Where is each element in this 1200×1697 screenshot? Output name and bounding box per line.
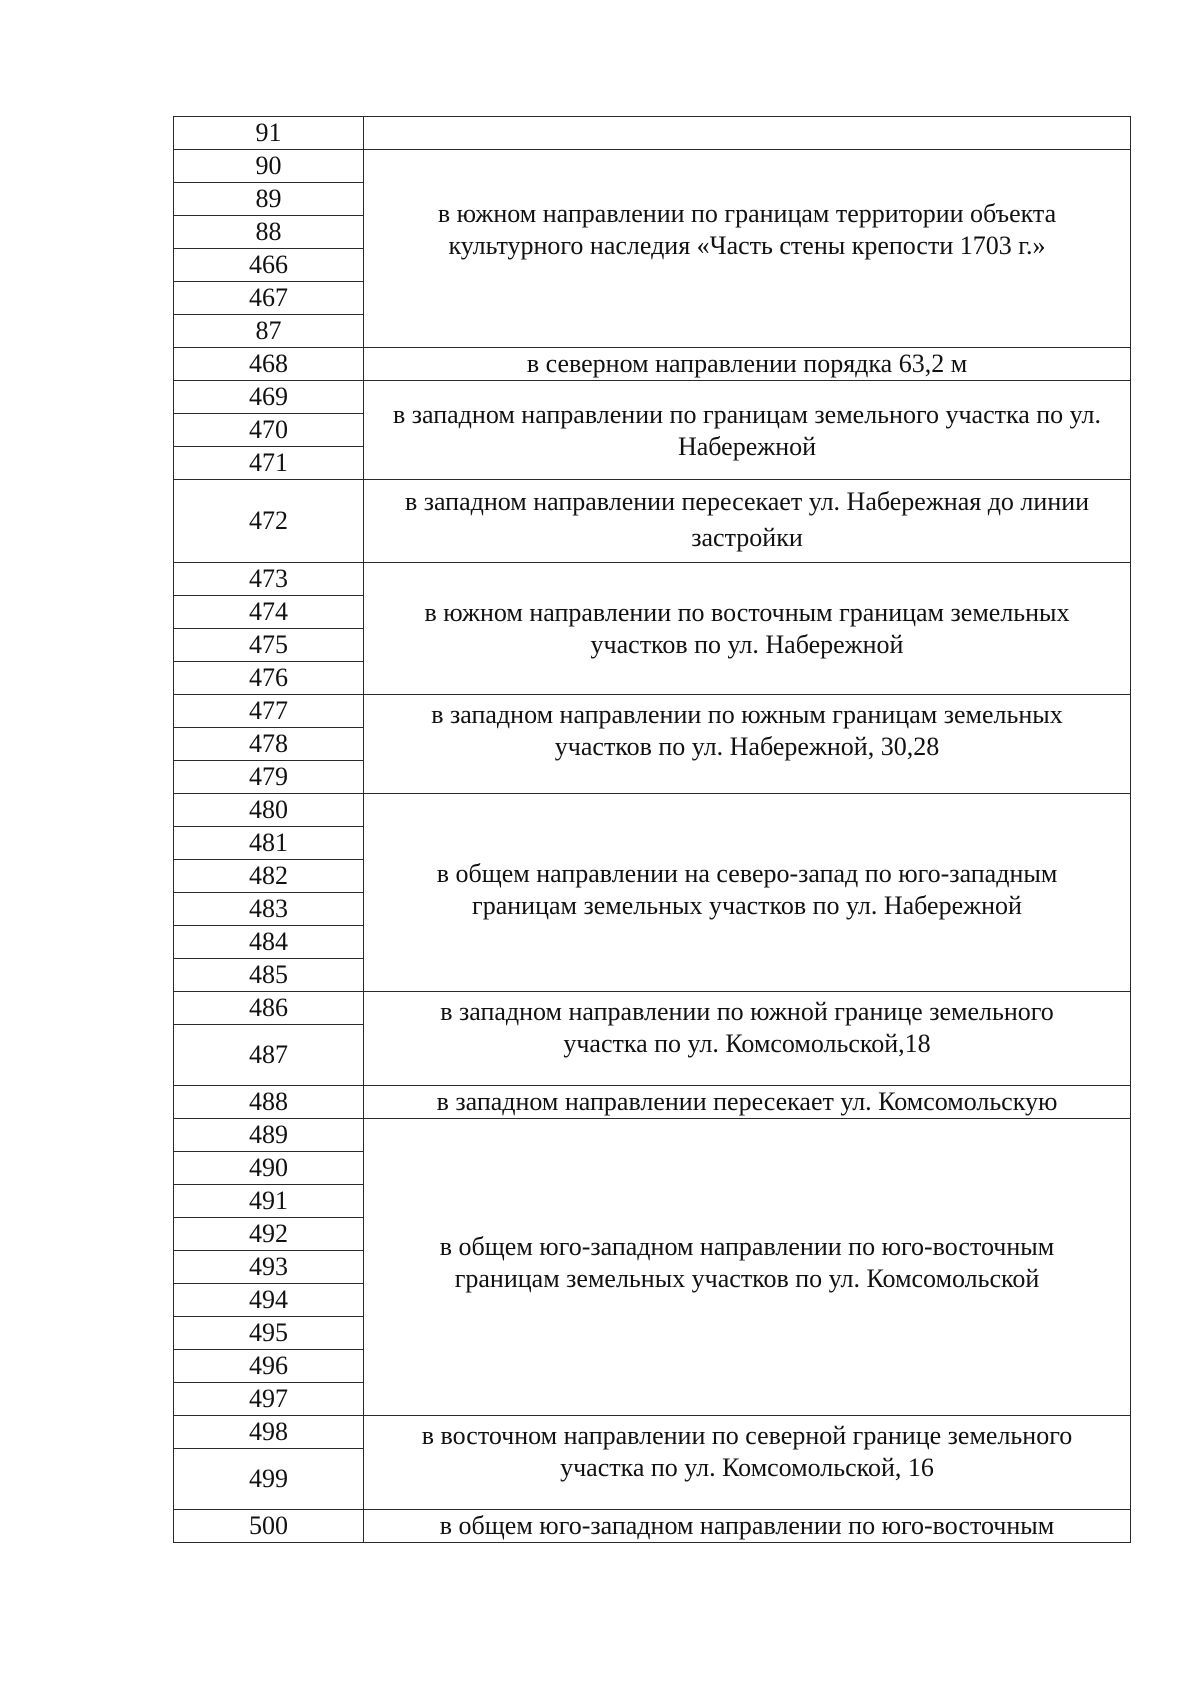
point-number: 471 (174, 447, 364, 480)
point-number: 497 (174, 1383, 364, 1416)
point-number: 87 (174, 315, 364, 348)
point-number: 499 (174, 1449, 364, 1510)
direction-description: в восточном направлении по северной границе земельного участка по ул. Комсомольской, 16 (364, 1416, 1131, 1510)
table-row (174, 1510, 1131, 1543)
table-row (174, 480, 1131, 563)
point-number: 470 (174, 414, 364, 447)
point-number: 475 (174, 629, 364, 662)
table-row (174, 348, 1131, 381)
point-number: 474 (174, 596, 364, 629)
table-row (174, 695, 1131, 728)
point-number: 489 (174, 1119, 364, 1152)
table-row (174, 992, 1131, 1025)
table-row (174, 381, 1131, 414)
point-number: 473 (174, 563, 364, 596)
point-number: 494 (174, 1284, 364, 1317)
point-number: 492 (174, 1218, 364, 1251)
point-number: 498 (174, 1416, 364, 1449)
point-number: 472 (174, 480, 364, 563)
direction-description: в южном направлении по восточным границам земельных участков по ул. Набережной (364, 563, 1131, 695)
point-number: 90 (174, 150, 364, 183)
direction-description: в западном направлении по южной границе земельного участка по ул. Комсомольской,18 (364, 992, 1131, 1086)
direction-description: в западном направлении пересекает ул. Набережная до линии застройки (364, 480, 1131, 563)
point-number: 466 (174, 249, 364, 282)
point-number: 500 (174, 1510, 364, 1543)
point-number: 488 (174, 1086, 364, 1119)
point-number: 477 (174, 695, 364, 728)
point-number: 490 (174, 1152, 364, 1185)
table-row (174, 1086, 1131, 1119)
point-number: 480 (174, 794, 364, 827)
point-number: 468 (174, 348, 364, 381)
point-number: 88 (174, 216, 364, 249)
direction-description: в западном направлении по границам земельного участка по ул. Набережной (364, 381, 1131, 480)
point-number: 495 (174, 1317, 364, 1350)
direction-description: в общем юго-западном направлении по юго-восточным границам земельных участков по ул. Комсомольской (364, 1119, 1131, 1416)
point-number: 467 (174, 282, 364, 315)
point-number: 91 (174, 117, 364, 150)
point-number: 491 (174, 1185, 364, 1218)
point-number: 485 (174, 959, 364, 992)
point-number: 496 (174, 1350, 364, 1383)
direction-description: в западном направлении по южным границам земельных участков по ул. Набережной, 30,28 (364, 695, 1131, 794)
direction-description: в общем направлении на северо-запад по юго-западным границам земельных участков по ул. Набережной (364, 794, 1131, 992)
point-number: 487 (174, 1025, 364, 1086)
direction-description: в общем юго-западном направлении по юго-восточным (364, 1510, 1131, 1543)
table-row (174, 794, 1131, 827)
point-number: 479 (174, 761, 364, 794)
direction-description: в северном направлении порядка 63,2 м (364, 348, 1131, 381)
point-number: 484 (174, 926, 364, 959)
table-row (174, 150, 1131, 183)
direction-description: в западном направлении пересекает ул. Комсомольскую (364, 1086, 1131, 1119)
point-number: 89 (174, 183, 364, 216)
point-number: 481 (174, 827, 364, 860)
point-number: 476 (174, 662, 364, 695)
point-number: 493 (174, 1251, 364, 1284)
table-row (174, 1416, 1131, 1449)
point-number: 482 (174, 860, 364, 893)
table-row (174, 563, 1131, 596)
point-number: 469 (174, 381, 364, 414)
direction-description: в южном направлении по границам территории объекта культурного наследия «Часть стены крепости 1703 г.» (364, 150, 1131, 348)
boundary-points-table (173, 116, 1131, 1543)
point-number: 486 (174, 992, 364, 1025)
table-row (174, 117, 1131, 150)
point-number: 483 (174, 893, 364, 926)
table-row (174, 1119, 1131, 1152)
direction-description (364, 117, 1131, 150)
point-number: 478 (174, 728, 364, 761)
